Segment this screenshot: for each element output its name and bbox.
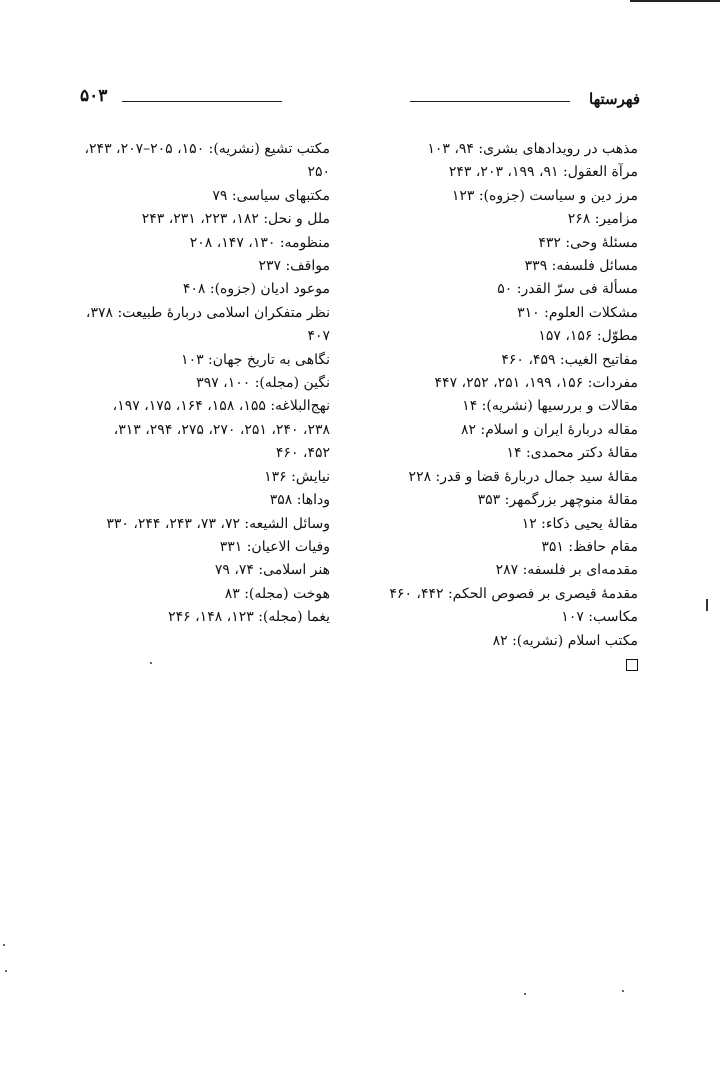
- index-entry: نظر متفکران اسلامی دربارهٔ طبیعت: ۳۷۸،: [85, 304, 330, 321]
- index-entry: مسائل فلسفه: ۳۳۹: [524, 258, 638, 275]
- index-entry: مقالهٔ یحیی ذکاء: ۱۲: [521, 515, 638, 532]
- index-entry: مسألة فی سرّ القدر: ۵۰: [497, 281, 638, 298]
- index-entry: نهج‌البلاغه: ۱۵۵، ۱۵۸، ۱۶۴، ۱۷۵، ۱۹۷،: [112, 398, 330, 415]
- index-entry: مقالهٔ دکتر محمدی: ۱۴: [506, 445, 638, 462]
- header-rule-right: [410, 101, 570, 102]
- index-entry: مشکلات العلوم: ۳۱۰: [517, 304, 638, 321]
- index-column-right: [368, 138, 638, 671]
- index-entry: مواقف: ۲۳۷: [258, 258, 330, 275]
- scan-speck: [524, 993, 526, 995]
- index-entry: وفیات الاعیان: ۳۳۱: [219, 538, 330, 555]
- index-entry: نگین (مجله): ۱۰۰، ۳۹۷: [196, 375, 330, 392]
- index-entry: منظومه: ۱۳۰، ۱۴۷، ۲۰۸: [189, 234, 330, 251]
- index-entry: مذهب در رویدادهای بشری: ۹۴، ۱۰۳: [427, 141, 638, 157]
- index-entry: مکتب اسلام (نشریه): ۸۲: [492, 632, 638, 649]
- page-header: [80, 86, 640, 116]
- index-entry-continued: ۲۳۸، ۲۴۰، ۲۵۱، ۲۷۰، ۲۷۵، ۲۹۴، ۳۱۳،: [113, 421, 330, 438]
- index-entry: نیایش: ۱۳۶: [264, 468, 330, 485]
- index-entry: مقاله دربارهٔ ایران و اسلام: ۸۲: [461, 421, 638, 438]
- index-entry: مکتبهای سیاسی: ۷۹: [212, 187, 330, 204]
- index-entry: مفردات: ۱۵۶، ۱۹۹، ۲۵۱، ۲۵۲، ۴۴۷: [434, 375, 638, 392]
- index-column-left: [5, 138, 330, 630]
- index-entry: مرز دین و سیاست (جزوه): ۱۲۳: [451, 187, 638, 204]
- index-entry: هنر اسلامی: ۷۴، ۷۹: [214, 562, 330, 579]
- index-entry: وداها: ۳۵۸: [269, 492, 330, 509]
- index-entry: مقدمه‌ای بر فلسفه: ۲۸۷: [495, 562, 638, 579]
- index-entry: ملل و نحل: ۱۸۲، ۲۲۳، ۲۳۱، ۲۴۳: [141, 211, 330, 228]
- index-entry-continued: ۴۵۲، ۴۶۰: [275, 445, 330, 462]
- index-entry: وسائل الشیعه: ۷۲، ۷۳، ۲۴۳، ۲۴۴، ۳۳۰: [106, 515, 330, 532]
- index-entry: یغما (مجله): ۱۲۳، ۱۴۸، ۲۴۶: [168, 609, 330, 626]
- index-entry: مقالهٔ منوچهر بزرگمهر: ۳۵۳: [477, 492, 638, 509]
- margin-mark: [706, 599, 708, 611]
- index-entry: موعود ادیان (جزوه): ۴۰۸: [182, 281, 330, 298]
- header-rule-left: [122, 101, 282, 102]
- index-entry: مقالات و بررسیها (نشریه): ۱۴: [462, 398, 638, 415]
- index-entry: مکاسب: ۱۰۷: [561, 609, 638, 626]
- scan-speck: [150, 662, 152, 664]
- index-entry: مقالهٔ سید جمال دربارهٔ قضا و قدر: ۲۲۸: [408, 468, 638, 485]
- end-of-index-square-icon: [626, 659, 638, 671]
- running-title: فهرستها: [589, 90, 640, 108]
- index-entry: مقام حافظ: ۳۵۱: [541, 538, 638, 555]
- scan-speck: [622, 990, 624, 992]
- scan-speck: [5, 970, 7, 972]
- index-entry: نگاهی به تاریخ جهان: ۱۰۳: [181, 351, 330, 368]
- index-entry-continued: ۲۵۰: [307, 164, 330, 181]
- index-entry: هوخت (مجله): ۸۳: [224, 585, 330, 602]
- index-entry-continued: ۴۰۷: [307, 328, 330, 345]
- scan-speck: [3, 944, 5, 946]
- index-entry: مفاتیح الغیب: ۴۵۹، ۴۶۰: [501, 351, 638, 368]
- page-number: ۵۰۳: [80, 86, 108, 106]
- index-entry: مکتب تشیع (نشریه): ۱۵۰، ۲۰۵–۲۰۷، ۲۴۳،: [84, 141, 330, 157]
- index-entry: مزامیر: ۲۶۸: [567, 211, 638, 228]
- index-entry: مطوّل: ۱۵۶، ۱۵۷: [538, 328, 638, 345]
- top-edge-line: [630, 0, 720, 2]
- index-entry: مسئلهٔ وحی: ۴۳۲: [538, 234, 638, 251]
- index-entry: مرآة العقول: ۹۱، ۱۹۹، ۲۰۳، ۲۴۳: [448, 164, 638, 181]
- index-entry: مقدمهٔ قیصری بر فصوص الحکم: ۴۴۲، ۴۶۰: [389, 585, 638, 602]
